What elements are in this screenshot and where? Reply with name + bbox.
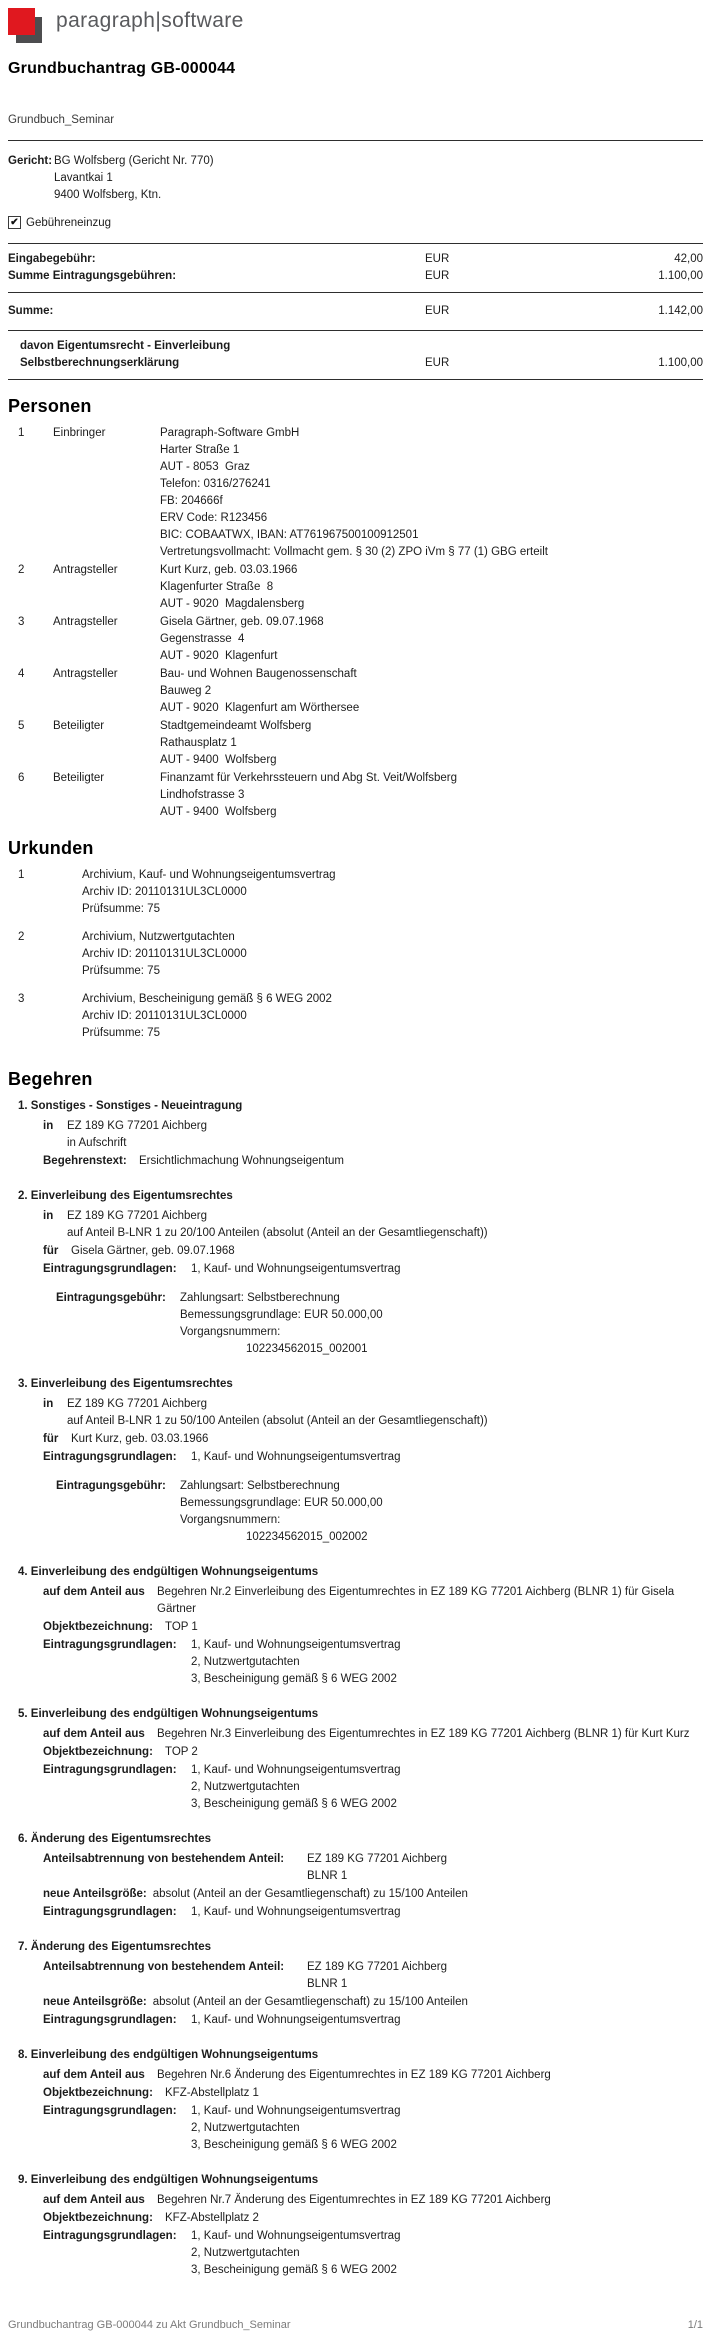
begehren-row-value <box>165 1744 703 1761</box>
begehren-value-line: 2, Nutzwertgutachten <box>191 2247 300 2259</box>
begehren-row-value <box>157 2192 703 2209</box>
begehren-row <box>18 2085 703 2102</box>
begehren-item-title: 7. Änderung des Eigentumsrechtes <box>18 1941 211 1953</box>
person-detail-line: Klagenfurter Straße 8 <box>160 581 274 593</box>
begehren-row-value <box>153 1886 703 1903</box>
court-address-line: BG Wolfsberg (Gericht Nr. 770) <box>54 155 214 167</box>
begehren-row-value <box>191 1762 703 1813</box>
person-role: Antragsteller <box>53 668 118 680</box>
begehren-row-label: Begehrenstext: <box>43 1155 127 1167</box>
person-detail-line: Harter Straße 1 <box>160 444 240 456</box>
begehren-value-line: Bemessungsgrundlage: EUR 50.000,00 <box>180 1309 383 1321</box>
begehren-value-line: EZ 189 KG 77201 Aichberg <box>67 1398 208 1410</box>
begehren-value-line: EZ 189 KG 77201 Aichberg <box>67 1210 208 1222</box>
begehren-row-label: Anteilsabtrennung von bestehendem Anteil: <box>43 1961 285 1973</box>
person-row <box>8 666 703 717</box>
begehren-row-label: Eintragungsgebühr: <box>56 1292 166 1304</box>
begehren-row-value <box>165 1619 703 1636</box>
begehren-heading: Begehren <box>8 1069 93 1089</box>
begehren-row <box>18 1637 703 1688</box>
footer-page-number: 1/1 <box>687 2319 703 2331</box>
fee-breakdown-label-line2: Selbstberechnungserklärung <box>20 357 180 369</box>
begehren-row-label: für <box>43 1245 59 1257</box>
fee-row <box>8 268 703 285</box>
fee-total-amount: 1.142,00 <box>658 305 703 317</box>
person-detail-line: Rathausplatz 1 <box>160 737 237 749</box>
urkunde-detail-line: Prüfsumme: 75 <box>82 1027 160 1039</box>
divider <box>8 379 703 380</box>
begehren-row-value <box>157 1726 703 1743</box>
person-row <box>8 718 703 769</box>
begehren-row-label: neue Anteilsgröße: <box>43 1996 147 2008</box>
begehren-row-value <box>67 1118 703 1152</box>
person-number: 2 <box>18 564 25 576</box>
urkunde-detail-line: Archiv ID: 20110131UL3CL0000 <box>82 886 247 898</box>
begehren-value-line: 2, Nutzwertgutachten <box>191 1656 300 1668</box>
begehren-row-value <box>67 1396 703 1430</box>
begehren-item-title: 6. Änderung des Eigentumsrechtes <box>18 1833 211 1845</box>
person-role: Antragsteller <box>53 616 118 628</box>
page-footer <box>8 2297 703 2331</box>
urkunde-details <box>82 929 703 980</box>
begehren-value-line: Vorgangsnummern: <box>180 1514 281 1526</box>
person-detail-line: Telefon: 0316/276241 <box>160 478 271 490</box>
fee-amount: 1.100,00 <box>658 270 703 282</box>
begehren-value-line: 102234562015_002002 <box>246 1531 368 1543</box>
urkunde-detail-line: Prüfsumme: 75 <box>82 903 160 915</box>
urkunde-row <box>8 929 703 980</box>
urkunde-number: 2 <box>18 931 25 943</box>
urkunde-detail-line: Archivium, Kauf- und Wohnungseigentumsvertrag <box>82 869 336 881</box>
begehren-value-line: 1, Kauf- und Wohnungseigentumsvertrag <box>191 1639 401 1651</box>
begehren-row-value <box>139 1153 703 1170</box>
begehren-item <box>18 1706 703 1813</box>
person-role: Antragsteller <box>53 564 118 576</box>
person-role: Beteiligter <box>53 772 105 784</box>
person-number: 1 <box>18 427 25 439</box>
begehren-row-value <box>71 1431 703 1448</box>
fee-label: Summe Eintragungsgebühren: <box>8 270 177 282</box>
begehren-row <box>18 2067 703 2084</box>
urkunde-detail-line: Prüfsumme: 75 <box>82 965 160 977</box>
begehren-value-line: Begehren Nr.7 Änderung des Eigentumrechtes in EZ 189 KG 77201 Aichberg <box>157 2194 551 2206</box>
begehren-row-label: in <box>43 1210 54 1222</box>
begehren-value-line: EZ 189 KG 77201 Aichberg <box>67 1120 208 1132</box>
begehren-row-label: Eintragungsgrundlagen: <box>43 1451 177 1463</box>
begehren-row-label: Objektbezeichnung: <box>43 2087 153 2099</box>
begehren-item <box>18 1098 703 1170</box>
person-detail-line: BIC: COBAATWX, IBAN: AT761967500100912501 <box>160 529 419 541</box>
begehren-value-line: 3, Bescheinigung gemäß § 6 WEG 2002 <box>191 1798 397 1810</box>
person-detail-line: AUT - 9020 Magdalensberg <box>160 598 305 610</box>
person-row <box>8 770 703 821</box>
urkunden-list <box>8 867 703 1053</box>
begehren-row <box>18 1762 703 1813</box>
begehren-row-label: auf dem Anteil aus <box>43 1586 145 1598</box>
logo-wordmark: paragraph|software <box>56 9 244 32</box>
urkunde-number: 3 <box>18 993 25 1005</box>
begehren-row-value <box>153 1994 703 2011</box>
person-number: 5 <box>18 720 25 732</box>
person-detail-line: Stadtgemeindeamt Wolfsberg <box>160 720 312 732</box>
fee-rows <box>8 244 703 292</box>
person-details <box>160 666 703 717</box>
begehren-row-value <box>180 1290 703 1358</box>
begehren-row-value <box>180 1478 703 1546</box>
begehren-item-title: 8. Einverleibung des endgültigen Wohnungseigentums <box>18 2049 319 2061</box>
person-role: Beteiligter <box>53 720 105 732</box>
person-row <box>8 562 703 613</box>
begehren-row-label: für <box>43 1433 59 1445</box>
fee-currency: EUR <box>425 253 450 265</box>
person-details <box>160 718 703 769</box>
begehren-value-line: 3, Bescheinigung gemäß § 6 WEG 2002 <box>191 2139 397 2151</box>
begehren-row <box>18 1261 703 1278</box>
begehren-value-line: auf Anteil B-LNR 1 zu 20/100 Anteilen (absolut (Anteil an der Gesamtliegenschaft)) <box>67 1227 488 1239</box>
begehren-row <box>18 2012 703 2029</box>
urkunde-row <box>8 867 703 918</box>
begehren-row <box>18 1619 703 1636</box>
begehren-value-line: absolut (Anteil an der Gesamtliegenschaft) zu 15/100 Anteilen <box>152 1888 468 1900</box>
person-number: 4 <box>18 668 25 680</box>
begehren-row-label: Eintragungsgrundlagen: <box>43 1639 177 1651</box>
begehren-row <box>18 2210 703 2227</box>
begehren-row <box>18 2103 703 2154</box>
begehren-row <box>18 1153 703 1170</box>
begehren-row <box>18 1584 703 1618</box>
begehren-value-line: Zahlungsart: Selbstberechnung <box>180 1480 340 1492</box>
begehren-value-line: Ersichtlichmachung Wohnungseigentum <box>139 1155 344 1167</box>
begehren-value-line: 1, Kauf- und Wohnungseigentumsvertrag <box>191 1451 401 1463</box>
fee-amount: 42,00 <box>674 253 703 265</box>
begehren-value-line: Begehren Nr.3 Einverleibung des Eigentumrechtes in EZ 189 KG 77201 Aichberg (BLNR 1) für Kurt Kurz <box>157 1728 690 1740</box>
urkunde-detail-line: Archivium, Bescheinigung gemäß § 6 WEG 2002 <box>82 993 332 1005</box>
begehren-row <box>18 1449 703 1466</box>
begehren-row <box>18 2228 703 2279</box>
page-title: Grundbuchantrag GB-000044 <box>8 60 236 77</box>
begehren-row <box>18 1290 703 1358</box>
begehren-row-label: Eintragungsgrundlagen: <box>43 2230 177 2242</box>
akt-name: Grundbuch_Seminar <box>8 114 115 126</box>
fee-row <box>8 251 703 268</box>
fee-breakdown-row <box>8 338 703 372</box>
person-details <box>160 770 703 821</box>
begehren-value-line: in Aufschrift <box>67 1137 127 1149</box>
begehren-row-label: Eintragungsgrundlagen: <box>43 2014 177 2026</box>
begehren-row <box>18 1744 703 1761</box>
person-detail-line: Gisela Gärtner, geb. 09.07.1968 <box>160 616 324 628</box>
person-row <box>8 425 703 561</box>
begehren-value-line: EZ 189 KG 77201 Aichberg <box>307 1961 448 1973</box>
begehren-row-label: auf dem Anteil aus <box>43 2069 145 2081</box>
urkunde-details <box>82 867 703 918</box>
person-details <box>160 425 703 561</box>
person-role: Einbringer <box>53 427 106 439</box>
begehren-row <box>18 1208 703 1242</box>
urkunde-detail-line: Archiv ID: 20110131UL3CL0000 <box>82 948 247 960</box>
begehren-value-line: Vorgangsnummern: <box>180 1326 281 1338</box>
begehren-row <box>18 1994 703 2011</box>
begehren-row-label: auf dem Anteil aus <box>43 1728 145 1740</box>
urkunde-detail-line: Archiv ID: 20110131UL3CL0000 <box>82 1010 247 1022</box>
fee-total-label: Summe: <box>8 305 54 317</box>
begehren-value-line: Begehren Nr.6 Änderung des Eigentumrechtes in EZ 189 KG 77201 Aichberg <box>157 2069 551 2081</box>
divider <box>8 140 703 141</box>
person-detail-line: Finanzamt für Verkehrssteuern und Abg St. Veit/Wolfsberg <box>160 772 458 784</box>
person-details <box>160 614 703 665</box>
begehren-row <box>18 1726 703 1743</box>
begehren-row-label: Eintragungsgrundlagen: <box>43 1906 177 1918</box>
person-number: 6 <box>18 772 25 784</box>
person-detail-line: Vertretungsvollmacht: Vollmacht gem. § 30 (2) ZPO iVm § 77 (1) GBG erteilt <box>160 546 548 558</box>
personen-list <box>8 425 703 822</box>
begehren-row-label: Eintragungsgrundlagen: <box>43 2105 177 2117</box>
begehren-item-title: 9. Einverleibung des endgültigen Wohnungseigentums <box>18 2174 319 2186</box>
begehren-row-label: neue Anteilsgröße: <box>43 1888 147 1900</box>
urkunde-detail-line: Archivium, Nutzwertgutachten <box>82 931 235 943</box>
personen-heading: Personen <box>8 396 92 416</box>
begehren-value-line: 1, Kauf- und Wohnungseigentumsvertrag <box>191 2105 401 2117</box>
court-block <box>8 153 703 204</box>
begehren-value-line: 2, Nutzwertgutachten <box>191 1781 300 1793</box>
begehren-row-value <box>157 2067 703 2084</box>
begehren-row-value <box>191 1904 703 1921</box>
begehren-row-label: Objektbezeichnung: <box>43 1621 153 1633</box>
begehren-item-title: 2. Einverleibung des Eigentumsrechtes <box>18 1190 233 1202</box>
begehren-row <box>18 1118 703 1152</box>
begehren-value-line: auf Anteil B-LNR 1 zu 50/100 Anteilen (absolut (Anteil an der Gesamtliegenschaft)) <box>67 1415 488 1427</box>
begehren-item <box>18 1188 703 1358</box>
begehren-row <box>18 1478 703 1546</box>
begehren-value-line: absolut (Anteil an der Gesamtliegenschaft) zu 15/100 Anteilen <box>152 1996 468 2008</box>
begehren-value-line: 1, Kauf- und Wohnungseigentumsvertrag <box>191 1263 401 1275</box>
begehren-value-line: Kurt Kurz, geb. 03.03.1966 <box>71 1433 209 1445</box>
begehren-item <box>18 1831 703 1921</box>
gebuehreneinzug-row <box>8 216 703 229</box>
begehren-value-line: Gisela Gärtner, geb. 09.07.1968 <box>71 1245 235 1257</box>
paragraph-logo-icon <box>8 8 46 48</box>
begehren-value-line: 3, Bescheinigung gemäß § 6 WEG 2002 <box>191 2264 397 2276</box>
person-details <box>160 562 703 613</box>
begehren-value-line: KFZ-Abstellplatz 1 <box>165 2087 259 2099</box>
fee-total-row <box>8 303 703 320</box>
person-detail-line: Bauweg 2 <box>160 685 212 697</box>
begehren-row <box>18 1851 703 1885</box>
person-row <box>8 614 703 665</box>
begehren-item-title: 1. Sonstiges - Sonstiges - Neueintragung <box>18 1100 243 1112</box>
person-detail-line: AUT - 9400 Wolfsberg <box>160 754 277 766</box>
begehren-value-line: TOP 1 <box>165 1621 198 1633</box>
begehren-value-line: EZ 189 KG 77201 Aichberg <box>307 1853 448 1865</box>
person-detail-line: Paragraph-Software GmbH <box>160 427 300 439</box>
begehren-value-line: 1, Kauf- und Wohnungseigentumsvertrag <box>191 2230 401 2242</box>
begehren-item <box>18 2172 703 2279</box>
person-detail-line: FB: 204666f <box>160 495 223 507</box>
person-detail-line: Gegenstrasse 4 <box>160 633 245 645</box>
begehren-item-title: 3. Einverleibung des Eigentumsrechtes <box>18 1378 233 1390</box>
begehren-row-value <box>191 1261 703 1278</box>
begehren-item-title: 5. Einverleibung des endgültigen Wohnungseigentums <box>18 1708 319 1720</box>
begehren-row-label: Anteilsabtrennung von bestehendem Anteil: <box>43 1853 285 1865</box>
begehren-item <box>18 1376 703 1546</box>
person-detail-line: Kurt Kurz, geb. 03.03.1966 <box>160 564 298 576</box>
begehren-item <box>18 1564 703 1688</box>
fee-currency: EUR <box>425 357 450 369</box>
fee-currency: EUR <box>425 305 450 317</box>
begehren-row-value <box>191 1637 703 1688</box>
begehren-value-line: 1, Kauf- und Wohnungseigentumsvertrag <box>191 1906 401 1918</box>
begehren-row-value <box>191 2012 703 2029</box>
urkunde-details <box>82 991 703 1042</box>
begehren-row-label: Eintragungsgrundlagen: <box>43 1263 177 1275</box>
begehren-row-label: Eintragungsgrundlagen: <box>43 1764 177 1776</box>
begehren-value-line: 3, Bescheinigung gemäß § 6 WEG 2002 <box>191 1673 397 1685</box>
begehren-row <box>18 1243 703 1260</box>
begehren-row-label: Objektbezeichnung: <box>43 2212 153 2224</box>
begehren-row-label: in <box>43 1120 54 1132</box>
begehren-row-value <box>165 2210 703 2227</box>
begehren-value-line: 2, Nutzwertgutachten <box>191 2122 300 2134</box>
fee-breakdown-label-line1: davon Eigentumsrecht - Einverleibung <box>20 340 231 352</box>
begehren-value-line: 102234562015_002001 <box>246 1343 368 1355</box>
person-detail-line: ERV Code: R123456 <box>160 512 268 524</box>
begehren-value-line: BLNR 1 <box>307 1870 348 1882</box>
court-label: Gericht: <box>8 155 53 167</box>
begehren-value-line: Zahlungsart: Selbstberechnung <box>180 1292 340 1304</box>
begehren-row <box>18 2192 703 2209</box>
begehren-item-title: 4. Einverleibung des endgültigen Wohnungseigentums <box>18 1566 319 1578</box>
begehren-value-line: 1, Kauf- und Wohnungseigentumsvertrag <box>191 2014 401 2026</box>
begehren-row-value <box>67 1208 703 1242</box>
begehren-row-value <box>307 1851 703 1885</box>
begehren-row <box>18 1904 703 1921</box>
begehren-row <box>18 1431 703 1448</box>
begehren-row-value <box>71 1243 703 1260</box>
person-number: 3 <box>18 616 25 628</box>
begehren-row-label: Eintragungsgebühr: <box>56 1480 166 1492</box>
person-detail-line: Bau- und Wohnen Baugenossenschaft <box>160 668 357 680</box>
urkunde-number: 1 <box>18 869 25 881</box>
person-detail-line: AUT - 8053 Graz <box>160 461 250 473</box>
person-detail-line: Lindhofstrasse 3 <box>160 789 245 801</box>
begehren-row-label: in <box>43 1398 54 1410</box>
person-detail-line: AUT - 9020 Klagenfurt am Wörthersee <box>160 702 360 714</box>
begehren-value-line: TOP 2 <box>165 1746 198 1758</box>
begehren-row-value <box>307 1959 703 1993</box>
logo-red-square <box>8 8 35 35</box>
begehren-value-line: 1, Kauf- und Wohnungseigentumsvertrag <box>191 1764 401 1776</box>
gebuehreneinzug-checkbox[interactable]: ✔ <box>8 216 21 229</box>
person-detail-line: AUT - 9400 Wolfsberg <box>160 806 277 818</box>
begehren-row-value <box>191 1449 703 1466</box>
court-address-line: Lavantkai 1 <box>54 172 113 184</box>
court-address-line: 9400 Wolfsberg, Ktn. <box>54 189 162 201</box>
person-detail-line: AUT - 9020 Klagenfurt <box>160 650 278 662</box>
app-logo <box>8 8 703 48</box>
begehren-row <box>18 1396 703 1430</box>
begehren-row-label: Objektbezeichnung: <box>43 1746 153 1758</box>
urkunden-heading: Urkunden <box>8 838 94 858</box>
begehren-list <box>8 1098 703 2297</box>
begehren-item <box>18 2047 703 2154</box>
fee-currency: EUR <box>425 270 450 282</box>
begehren-row <box>18 1886 703 1903</box>
fee-label: Eingabegebühr: <box>8 253 96 265</box>
footer-doc-reference: Grundbuchantrag GB-000044 zu Akt Grundbuch_Seminar <box>8 2319 291 2331</box>
court-address <box>54 153 214 204</box>
begehren-row-value <box>191 2228 703 2279</box>
gebuehreneinzug-label: Gebühreneinzug <box>26 216 112 229</box>
begehren-value-line: Begehren Nr.2 Einverleibung des Eigentumrechtes in EZ 189 KG 77201 Aichberg (BLNR 1) für Gisela Gärtner <box>157 1586 678 1615</box>
urkunde-row <box>8 991 703 1042</box>
begehren-row <box>18 1959 703 1993</box>
begehren-row-value <box>191 2103 703 2154</box>
begehren-value-line: KFZ-Abstellplatz 2 <box>165 2212 259 2224</box>
begehren-row-label: auf dem Anteil aus <box>43 2194 145 2206</box>
begehren-row-value <box>165 2085 703 2102</box>
begehren-item <box>18 1939 703 2029</box>
begehren-value-line: BLNR 1 <box>307 1978 348 1990</box>
fee-breakdown-amount: 1.100,00 <box>658 357 703 369</box>
begehren-value-line: Bemessungsgrundlage: EUR 50.000,00 <box>180 1497 383 1509</box>
begehren-row-value <box>157 1584 703 1618</box>
